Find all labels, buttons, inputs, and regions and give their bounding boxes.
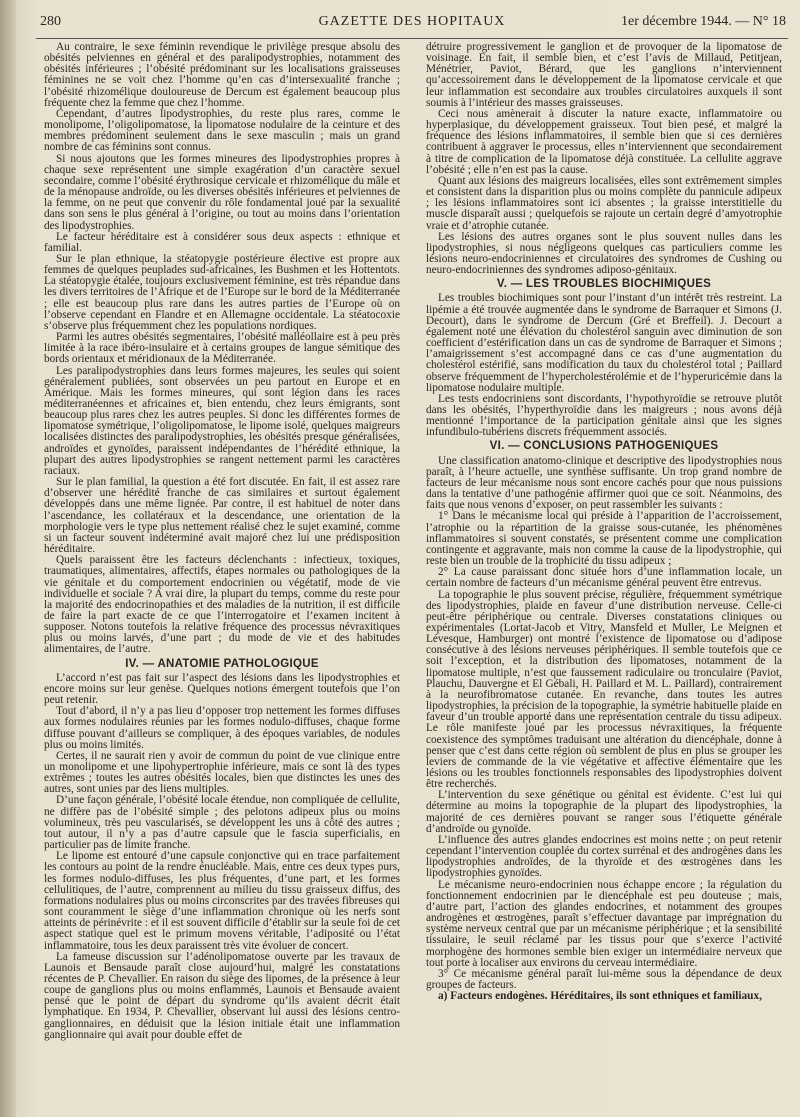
paragraph: Le mécanisme neuro-endocrinien nous échappe encore ; la régulation du fonctionnement endocrinien par le diencéphale est peu douteuse ; mais, d’autre part, l’action des glandes endocrines, et notamment des groupes androgènes et œstrogènes, paraît s’effectuer davantage par imprégnation du système nerveux central que par un mécanisme périphérique ; et la sensibilité tissulaire, le seuil réclamé par les tissus pour que s’exerce l’activité morphogène des hormones semble bien exiger un intermédiaire nerveux que tout porte à localiser aux environs du cerveau intermédiaire. (426, 878, 782, 969)
paragraph: Sur le plan ethnique, la stéatopygie postérieure élective est propre aux femmes de quelques peuplades sud-africaines, les Bushmen et les Hottentots. La stéatopygie étalée, toujours exclusivement féminine, est très répandue dans les divers territoires de l’Afrique et de l’Europe sur le bord de la Méditerranée ; elle est beaucoup plus rare dans les autres parties de l’Europe où on l’observe cependant en Flandre et en Allemagne occidentale. La stéatocoxie s’observe plus fréquemment chez les populations nordiques. (44, 252, 400, 332)
paragraph: Cependant, d’autres lipodystrophies, du reste plus rares, comme le monolipome, l’oligolipomatose, la lipomatose nodulaire de la ceinture et des membres prédominent seulement dans le sexe masculin ; mais un grand nombre de cas féminins sont connus. (44, 107, 400, 154)
paragraph: La fameuse discussion sur l’adénolipomatose ouverte par les travaux de Launois et Bensaude paraît close aujourd’hui, malgré les constatations récentes de P. Chevallier. En raison du siège des lipomes, de la présence à leur coupe de ganglions plus ou moins enflammés, Launois et Bensaude avaient pensé que le point de départ du syndrome qu’ils avaient décrit était lymphatique. En 1934, P. Chevallier, observant lui aussi des lésions centro-ganglionnaires, en déduisit que la lésion initiale était une inflammation ganglionnaire qui avait pour double effet de (44, 950, 400, 1041)
paragraph: Le facteur héréditaire est à considérer sous deux aspects : ethnique et familial. (44, 230, 400, 254)
paragraph: 1° Dans le mécanisme local qui préside à l’apparition de l’accroissement, l’atrophie ou la répartition de la graisse sous-cutanée, les phénomènes inflammatoires si souvent constatés, se présentent comme une complication contingente et aggravante, mais non comme la cause de la lipodystrophie, qui reste bien un trouble de la trophicité du tissu adipeux ; (426, 510, 782, 568)
paragraph: Si nous ajoutons que les formes mineures des lipodystrophies propres à chaque sexe représentent une simple exagération d’un caractère sexuel secondaire, comme l’obésité érythrosique cervicale et rhizomélique du mâle et de la ménopause androïde, ou les diverses obésités inférieures et pelviennes de la femme, on ne peut que convenir du rôle fondamental joué par la sexualité dans son sens le plus général à l’origine, ou tout au moins dans l’orientation des lipodystrophies. (44, 152, 400, 232)
section-heading-biochimie: V. — LES TROUBLES BIOCHIMIQUES (496, 278, 712, 291)
paragraph: 3° Ce mécanisme général paraît lui-même sous la dépendance de deux groupes de facteurs. (426, 967, 782, 991)
paragraph: Au contraire, le sexe féminin revendique le privilège presque absolu des obésités pelviennes en général et des paralipodystrophies, notamment des obésités inférieures ; l’obésité prédominant sur les localisations graisseuses féminines ne se voit chez l’homme qu’en cas d’intersexualité franche ; l’obésité rhizomélique douloureuse de Dercum est également beaucoup plus fréquente chez la femme que chez l’homme. (44, 42, 400, 109)
journal-title: GAZETTE DES HOPITAUX (318, 14, 506, 29)
paragraph: Parmi les autres obésités segmentaires, l’obésité malléollaire est à peu près limitée à la race ibéro-insulaire et à certains groupes de langue sémitique des bords orientaux et méridionaux de la Méditerranée. (44, 331, 400, 366)
paragraph: Ceci nous amènerait à discuter la nature exacte, inflammatoire ou hyperplasique, du développement graisseux. Tout bien pesé, et malgré la fréquence des lésions inflammatoires, il semble bien que si ces dernières contribuent à aggraver le processus, elles n’interviennent que secondairement à titre de complication de la lipomatose déjà constituée. La cellulite aggrave l’obésité ; elle n’en est pas la cause. (426, 107, 782, 176)
paragraph: La topographie le plus souvent précise, régulière, fréquemment symétrique des lipodystrophies, plaide en faveur d’une distribution nerveuse. Celle-ci peut-être périphérique ou centrale. Diverses constatations cliniques ou expérimentales (Lortat-Jacob et Vitry, Mansfeld et Muller, Le Meignen et Lévesque, Hamburger) ont montré l’existence de lipomatose ou d’adipose consécutive à des lésions nerveuses périphériques. Il semble toutefois que ce soit l’exception, et la distribution des lipomatoses, notamment de la lipomatose multiple, n’est que faussement radiculaire ou tronculaire (Paviot, Plauchu, Dauvergne et El Gébali, H. Paillard et M. L. Paillard), contrairement à la neurofibromatose cutanée. En revanche, dans toutes les autres lipodystrophies, la précision de la topographie, la symétrie habituelle plaide en faveur d’un trouble apporté dans une représentation centrale du tissu adipeux. Le rôle manifeste joué par les processus névraxitiques, la fréquente coexistence des symptômes traduisant une altération du diencéphale, donne à penser que c’est dans cette région où semblent de plus en plus se grouper les leviers de commande de la vie végétative et affective élémentaire que les lésions ou les troubles fonctionnels responsables des lipodystrophies doivent être recherchés. (426, 588, 782, 791)
paragraph: Le lipome est entouré d’une capsule conjonctive qui en trace parfaitement les contours au point de la rendre énucléable. Mais, entre ces deux types purs, les formes nodulo-diffuses, les plus fréquentes, d’une part, et les formes cellulitiques, de l’autre, comprennent au milieu du tissu graisseux diffus, des formations nodulaires plus ou moins circonscrites par des travées fibreuses qui sont couramment le siège d’une inflammation chronique où les nerfs sont atteints de périnévrite : et il est souvent difficile d’établir sur la seule foi de cet aspect statique quel est le primum movens véritable, l’adiposité ou l’état inflammatoire, tous les deux paraissent très vite évoluer de concert. (44, 850, 400, 952)
paragraph: détruire progressivement le ganglion et de provoquer de la lipomatose de voisinage. En fait, il semble bien, et c’est l’avis de Millaud, Petitjean, Ménétrier, Paviot, Bérard, que les ganglions n’interviennent qu’accessoirement dans le développement de la lipomatose cervicale et que leur inflammation est secondaire aux troubles circulatoires auxquels il sont soumis à l’intérieur des masses graisseuses. (426, 42, 782, 109)
section-heading-conclusions: VI. — CONCLUSIONS PATHOGENIQUES (489, 440, 719, 453)
paragraph: Les paralipodystrophies dans leurs formes majeures, les seules qui soient généralement publiées, sont observées un peu partout en Europe et en Amérique. Mais les formes mineures, qui sont légion dans les races méditerranéennes et africaines et, bien entendu, chez leurs émigrants, sont beaucoup plus rares chez les autres peuples. Si donc les différentes formes de lipomatose symétrique, l’oligolipomatose, le lipome isolé, quelques maigreurs localisées distinctes des paralipodystrophies, les obésités presque généralisées, androïdes et gynoïdes, paraissent indépendantes de l’hérédité ethnique, la plupart des autres lipodystrophies se rangent nettement parmi les caractères raciaux. (44, 364, 400, 477)
paragraph: Sur le plan familial, la question a été fort discutée. En fait, il est assez rare d’observer une hérédité franche de cas similaires et surtout également développés dans une même lignée. Par contre, il est habituel de noter dans l’ascendance, les collatéraux et la descendance, une orientation de la morphologie vers le type plus nettement réalisé chez le sujet examiné, comme si un facteur souvent indéterminé avait majoré chez lui une prédisposition héréditaire. (44, 476, 400, 556)
section-heading-anatomie: IV. — ANATOMIE PATHOLOGIQUE (125, 657, 319, 670)
page-header (36, 12, 788, 39)
paragraph: a) Facteurs endogènes. Héréditaires, ils sont ethniques et familiaux, (438, 990, 762, 1003)
paragraph: Tout d’abord, il n’y a pas lieu d’opposer trop nettement les formes diffuses aux formes nodulaires réunies par les formes nodulo-diffuses, chaque forme diffuse pouvant d’ailleurs se compliquer, à des époques variables, de nodules plus ou moins limités. (44, 705, 400, 751)
paragraph: Quels paraissent être les facteurs déclenchants : infectieux, toxiques, traumatiques, alimentaires, affectifs, étapes normales ou pathologiques de la vie génitale et du comportement endocrinien ou végétatif, mode de vie individuelle et sociale ? A vrai dire, la plupart du temps, comme du reste pour la majorité des endocrinopathies et des maladies de la nutrition, il est difficile de faire la part exacte de ce que l’interrogatoire et l’examen incitent à supposer. Notons toutefois la relative fréquence des processus névraxitiques plus ou moins larvés, d’une part ; du mode de vie et des habitudes alimentaires, de l’autre. (44, 554, 400, 656)
paragraph: L’accord n’est pas fait sur l’aspect des lésions dans les lipodystrophies et encore moins sur leur genèse. Quelques notions émergent toutefois que l’on peut retenir. (44, 671, 400, 707)
paragraph: 2° La cause paraissant donc située hors d’une inflammation locale, un certain nombre de facteurs d’un mécanisme général peuvent être entrevus. (426, 566, 782, 590)
right-column (426, 42, 782, 1110)
page-number: 280 (40, 14, 61, 29)
paragraph: Quant aux lésions des maigreurs localisées, elles sont extrêmement simples et consistent dans la disparition plus ou moins complète du pannicule adipeux ; les lésions inflammatoires sont ici absentes ; la graisse interstitielle du muscle disparaît aussi ; quelquefois se rajoute un certain degré d’amyotrophie vraie et d’atrophie cutanée. (426, 174, 782, 232)
paragraph: Les troubles biochimiques sont pour l’instant d’un intérêt très restreint. La lipémie a été trouvée augmentée dans le syndrome de Barraquer et Simons (J. Decourt), dans le syndrome de Dercum (Gré et Breffeil). J. Decourt a également noté une élévation du cholestérol sanguin avec diminution de son coefficient d’estérification dans un cas de syndrome de Barraquer et Simons ; l’amaigrissement s’est accompagné dans ce cas d’une augmentation du cholestérol estérifié, sans modification du taux du cholestérol total ; Paillard observe fréquemment de l’hypercholestérolémie et de l’hyperuricémie dans la lipomatose nodulaire multiple. (426, 292, 782, 394)
binding-margin (0, 0, 16, 1117)
issue-date: 1er décembre 1944. — N° 18 (621, 14, 786, 29)
paragraph: D’une façon générale, l’obésité locale étendue, non compliquée de cellulite, ne diffère pas de l’obésité simple ; des pelotons adipeux plus ou moins volumineux, très peu vascularisés, se développent les uns à côté des autres ; tout autour, il n’y a pas d’autre capsule que le fascia superficialis, en particulier pas de limite franche. (44, 794, 400, 852)
paragraph: L’influence des autres glandes endocrines est moins nette ; on peut retenir cependant l’intervention couplée du cortex surrénal et des androgènes dans les lipodystrophies androïdes, de la thyroïde et des œstrogènes dans les lipodystrophies gynoïdes. (426, 833, 782, 880)
paragraph: L’intervention du sexe génétique ou génital est évidente. C’est lui qui détermine au moins la topographie de la plupart des lipodystrophies, la majorité de ces dernières pouvant se ranger sous l’étiquette générale d’androïde ou gynoïde. (426, 789, 782, 835)
paragraph: Certes, il ne saurait rien y avoir de commun du point de vue clinique entre un monolipome et une lipohypertrophie inférieure, mais ce sont là des types extrêmes ; toutes les autres obésités locales, bien que distinctes les unes des autres, sont unies par des liens multiples. (44, 749, 400, 796)
left-column (44, 42, 400, 1110)
paragraph: Une classification anatomo-clinique et descriptive des lipodystrophies nous paraît, à l’heure actuelle, une synthèse suffisante. Un trop grand nombre de facteurs de leur mécanisme nous sont encore cachés pour que nous puissions dans la tentative d’une pathogénie affirmer quoi que ce soit. Néanmoins, des faits que nous venons d’exposer, on peut rassembler les suivants : (426, 454, 782, 512)
paragraph: Les tests endocriniens sont discordants, l’hypothyroïdie se retrouve plutôt dans les obésités, l’hyperthyroïdie dans les maigreurs ; nous avons déjà mentionné l’importance de la participation génitale ainsi que les signes infundibulo-tubériens discrets fréquemment associés. (426, 392, 782, 439)
paragraph: Les lésions des autres organes sont le plus souvent nulles dans les lipodystrophies, si nous négligeons quelques cas particuliers comme les lésions neuro-endocriniennes et circulatoires des syndromes de Cushing ou neuro-endocriniennes des syndromes adiposo-génitaux. (426, 230, 782, 277)
